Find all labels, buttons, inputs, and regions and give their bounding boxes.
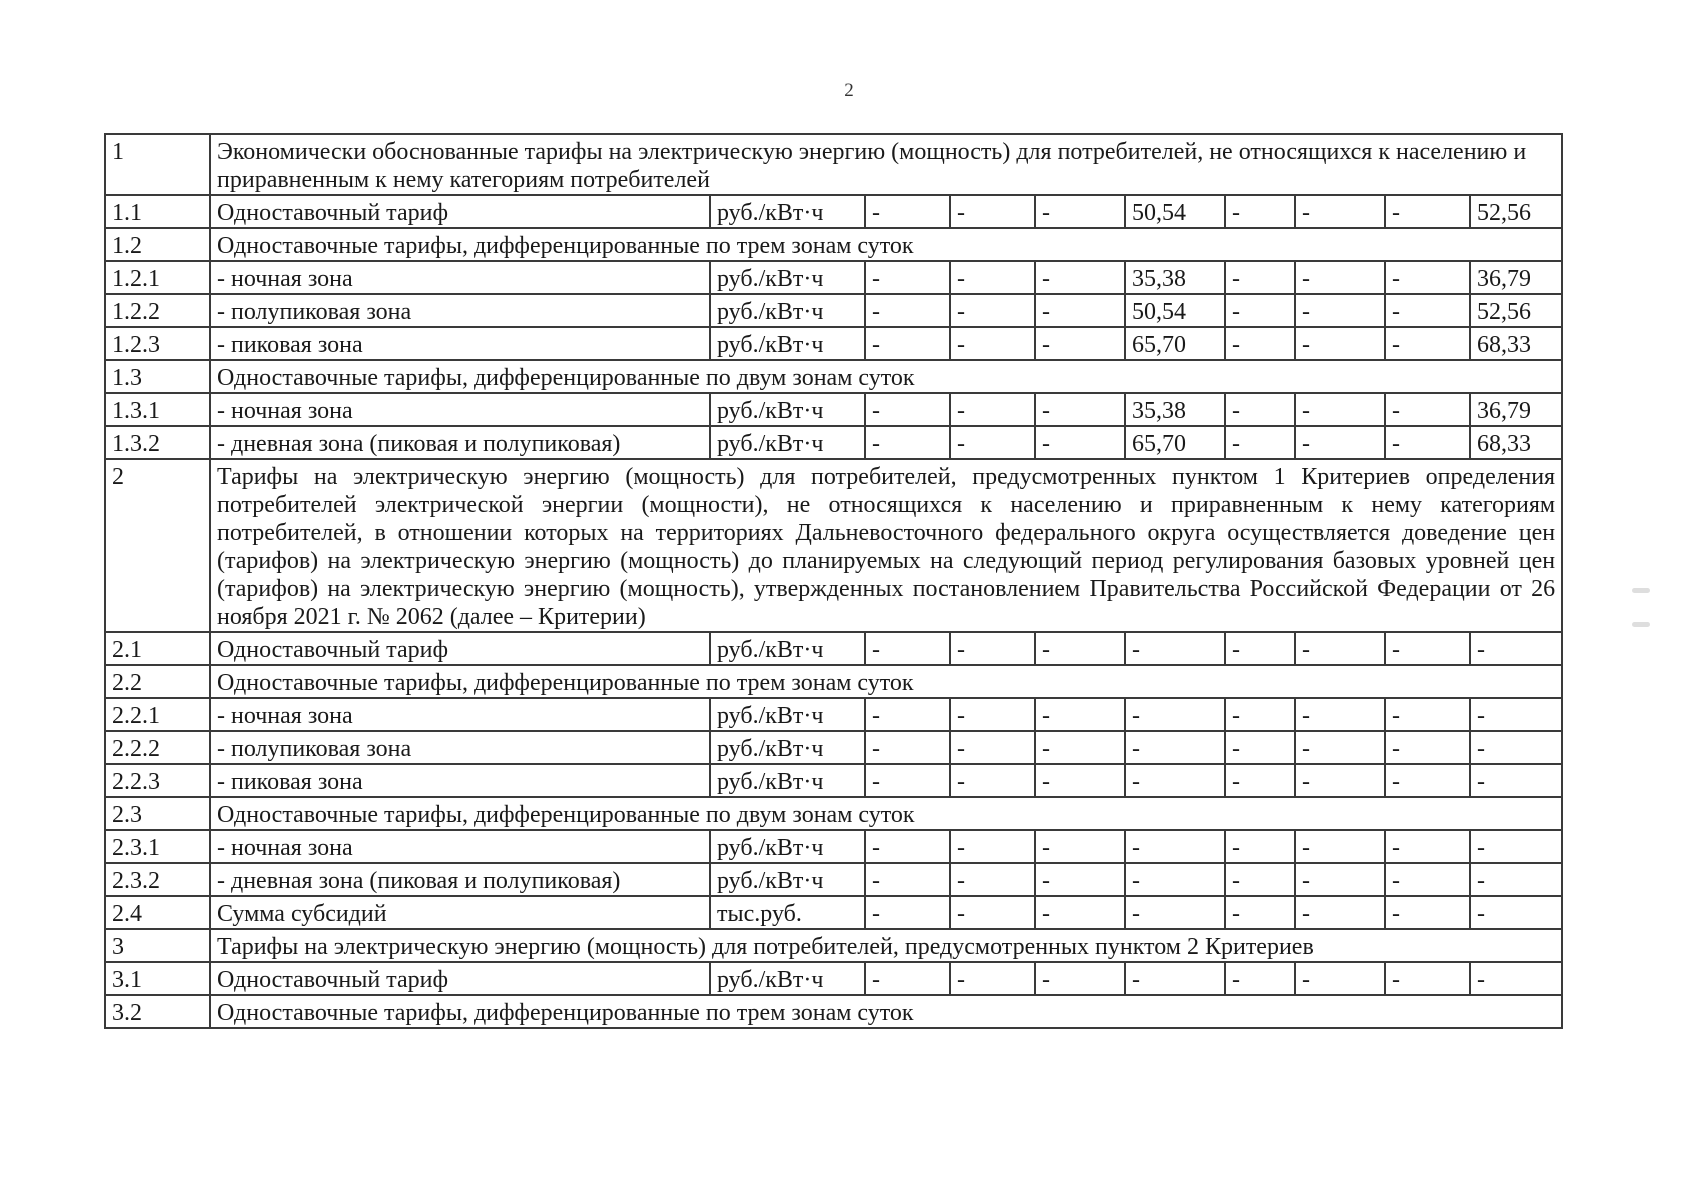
row-number: 2.2.3 <box>105 764 210 797</box>
value-cell: - <box>1385 863 1470 896</box>
value-cell: - <box>1125 632 1225 665</box>
value-cell: 50,54 <box>1125 195 1225 228</box>
row-number: 2.3 <box>105 797 210 830</box>
value-cell: - <box>1295 731 1385 764</box>
value-cell: 35,38 <box>1125 393 1225 426</box>
value-cell: - <box>1385 632 1470 665</box>
section-heading: Одноставочные тарифы, дифференцированные по трем зонам суток <box>210 995 1562 1028</box>
row-number: 3 <box>105 929 210 962</box>
row-number: 2.2.2 <box>105 731 210 764</box>
value-cell: - <box>950 327 1035 360</box>
unit-cell: руб./кВт·ч <box>710 698 865 731</box>
value-cell: - <box>1035 764 1125 797</box>
page-number: 2 <box>844 80 854 101</box>
value-cell: - <box>1125 896 1225 929</box>
value-cell: 52,56 <box>1470 294 1562 327</box>
value-cell: - <box>865 261 950 294</box>
row-number: 1.2.2 <box>105 294 210 327</box>
value-cell: - <box>865 195 950 228</box>
value-cell: - <box>1385 393 1470 426</box>
value-cell: - <box>865 632 950 665</box>
row-number: 1.3.2 <box>105 426 210 459</box>
section-heading: Одноставочные тарифы, дифференцированные по двум зонам суток <box>210 797 1562 830</box>
value-cell: - <box>1225 896 1295 929</box>
value-cell: - <box>865 830 950 863</box>
value-cell: 65,70 <box>1125 426 1225 459</box>
unit-cell: руб./кВт·ч <box>710 731 865 764</box>
tariff-name: - полупиковая зона <box>210 294 710 327</box>
value-cell: - <box>1295 393 1385 426</box>
value-cell: 68,33 <box>1470 426 1562 459</box>
value-cell: - <box>950 426 1035 459</box>
value-cell: - <box>865 731 950 764</box>
scan-smudge <box>1632 622 1650 627</box>
value-cell: - <box>865 698 950 731</box>
row-number: 2.3.2 <box>105 863 210 896</box>
value-cell: - <box>1470 764 1562 797</box>
value-cell: - <box>1385 731 1470 764</box>
unit-cell: руб./кВт·ч <box>710 830 865 863</box>
table-row <box>105 134 1562 195</box>
unit-cell: руб./кВт·ч <box>710 863 865 896</box>
tariff-name: - пиковая зона <box>210 327 710 360</box>
table-row <box>105 632 1562 665</box>
unit-cell: руб./кВт·ч <box>710 261 865 294</box>
tariff-name: Одноставочный тариф <box>210 962 710 995</box>
row-number: 2.4 <box>105 896 210 929</box>
row-number: 2 <box>105 459 210 632</box>
value-cell: - <box>950 896 1035 929</box>
value-cell: - <box>950 393 1035 426</box>
value-cell: - <box>1225 393 1295 426</box>
value-cell: - <box>1295 896 1385 929</box>
value-cell: - <box>1225 632 1295 665</box>
row-number: 2.2 <box>105 665 210 698</box>
value-cell: - <box>1035 327 1125 360</box>
value-cell: - <box>950 632 1035 665</box>
section-heading: Одноставочные тарифы, дифференцированные по трем зонам суток <box>210 665 1562 698</box>
value-cell: - <box>1470 863 1562 896</box>
value-cell: - <box>1035 294 1125 327</box>
row-number: 1.2 <box>105 228 210 261</box>
value-cell: - <box>1225 731 1295 764</box>
unit-cell: руб./кВт·ч <box>710 195 865 228</box>
row-number: 1.2.3 <box>105 327 210 360</box>
value-cell: - <box>1225 195 1295 228</box>
value-cell: - <box>950 731 1035 764</box>
table-row <box>105 929 1562 962</box>
value-cell: - <box>1470 698 1562 731</box>
tariff-name: - полупиковая зона <box>210 731 710 764</box>
tariff-name: Одноставочный тариф <box>210 195 710 228</box>
value-cell: - <box>1125 962 1225 995</box>
value-cell: - <box>1470 830 1562 863</box>
unit-cell: руб./кВт·ч <box>710 962 865 995</box>
value-cell: 36,79 <box>1470 261 1562 294</box>
table-row <box>105 195 1562 228</box>
table-row <box>105 228 1562 261</box>
value-cell: - <box>865 764 950 797</box>
value-cell: - <box>1295 294 1385 327</box>
tariff-table <box>104 133 1563 1029</box>
value-cell: - <box>1225 294 1295 327</box>
value-cell: - <box>1035 426 1125 459</box>
table-row <box>105 764 1562 797</box>
table-row <box>105 261 1562 294</box>
row-number: 3.2 <box>105 995 210 1028</box>
row-number: 1.2.1 <box>105 261 210 294</box>
table-row <box>105 797 1562 830</box>
value-cell: - <box>1225 327 1295 360</box>
unit-cell: руб./кВт·ч <box>710 294 865 327</box>
value-cell: 50,54 <box>1125 294 1225 327</box>
unit-cell: тыс.руб. <box>710 896 865 929</box>
value-cell: - <box>1035 962 1125 995</box>
value-cell: - <box>950 698 1035 731</box>
value-cell: - <box>1295 830 1385 863</box>
value-cell: - <box>1035 393 1125 426</box>
unit-cell: руб./кВт·ч <box>710 327 865 360</box>
value-cell: - <box>1295 261 1385 294</box>
value-cell: - <box>865 327 950 360</box>
table-row <box>105 830 1562 863</box>
row-number: 1 <box>105 134 210 195</box>
value-cell: - <box>865 393 950 426</box>
table-row <box>105 360 1562 393</box>
section-heading: Тарифы на электрическую энергию (мощность) для потребителей, предусмотренных пунктом 1 Критериев определения потребителей электрической энергии (мощности), не относящихся к населению и приравненным к нему категориям потребителей, в отношении которых на территориях Дальневосточного федерального округа осуществляется доведение цен (тарифов) на электрическую энергию (мощность) до планируемых на следующий период регулирования базовых уровней цен (тарифов) на электрическую энергию (мощность), утвержденных постановлением Правительства Российской Федерации от 26 ноября 2021 г. № 2062 (далее – Критерии) <box>210 459 1562 632</box>
table-row <box>105 962 1562 995</box>
unit-cell: руб./кВт·ч <box>710 393 865 426</box>
row-number: 1.3.1 <box>105 393 210 426</box>
value-cell: - <box>865 426 950 459</box>
row-number: 2.3.1 <box>105 830 210 863</box>
value-cell: - <box>1035 195 1125 228</box>
value-cell: - <box>1125 731 1225 764</box>
tariff-name: - ночная зона <box>210 698 710 731</box>
table-row <box>105 698 1562 731</box>
table-row <box>105 863 1562 896</box>
value-cell: - <box>1295 962 1385 995</box>
table-row <box>105 665 1562 698</box>
value-cell: - <box>1035 698 1125 731</box>
section-heading: Тарифы на электрическую энергию (мощность) для потребителей, предусмотренных пунктом 2 Критериев <box>210 929 1562 962</box>
value-cell: - <box>950 863 1035 896</box>
value-cell: 68,33 <box>1470 327 1562 360</box>
table-row <box>105 459 1562 632</box>
table-row <box>105 896 1562 929</box>
value-cell: 35,38 <box>1125 261 1225 294</box>
value-cell: - <box>1295 327 1385 360</box>
value-cell: - <box>1385 327 1470 360</box>
value-cell: - <box>950 962 1035 995</box>
unit-cell: руб./кВт·ч <box>710 426 865 459</box>
tariff-name: - ночная зона <box>210 261 710 294</box>
value-cell: - <box>1225 830 1295 863</box>
table-row <box>105 327 1562 360</box>
value-cell: - <box>1125 764 1225 797</box>
value-cell: - <box>1295 764 1385 797</box>
value-cell: - <box>1385 698 1470 731</box>
value-cell: - <box>1385 195 1470 228</box>
tariff-name: Сумма субсидий <box>210 896 710 929</box>
value-cell: - <box>865 962 950 995</box>
table-row <box>105 731 1562 764</box>
value-cell: - <box>1385 261 1470 294</box>
row-number: 2.1 <box>105 632 210 665</box>
value-cell: - <box>865 863 950 896</box>
tariff-name: - ночная зона <box>210 393 710 426</box>
value-cell: - <box>1225 698 1295 731</box>
value-cell: - <box>1035 830 1125 863</box>
value-cell: 36,79 <box>1470 393 1562 426</box>
value-cell: - <box>1125 698 1225 731</box>
tariff-name: - дневная зона (пиковая и полупиковая) <box>210 863 710 896</box>
tariff-name: - дневная зона (пиковая и полупиковая) <box>210 426 710 459</box>
value-cell: - <box>1385 962 1470 995</box>
value-cell: - <box>1385 294 1470 327</box>
table-row <box>105 426 1562 459</box>
row-number: 3.1 <box>105 962 210 995</box>
row-number: 1.1 <box>105 195 210 228</box>
section-heading: Одноставочные тарифы, дифференцированные по трем зонам суток <box>210 228 1562 261</box>
value-cell: - <box>1125 863 1225 896</box>
value-cell: - <box>950 261 1035 294</box>
unit-cell: руб./кВт·ч <box>710 632 865 665</box>
scan-smudge <box>1632 588 1650 593</box>
table-row <box>105 294 1562 327</box>
value-cell: - <box>1470 896 1562 929</box>
value-cell: - <box>1225 863 1295 896</box>
value-cell: - <box>1385 830 1470 863</box>
tariff-table-body <box>105 134 1562 1028</box>
tariff-name: Одноставочный тариф <box>210 632 710 665</box>
row-number: 1.3 <box>105 360 210 393</box>
value-cell: - <box>950 830 1035 863</box>
value-cell: - <box>1225 962 1295 995</box>
section-heading: Одноставочные тарифы, дифференцированные по двум зонам суток <box>210 360 1562 393</box>
value-cell: - <box>1225 764 1295 797</box>
value-cell: - <box>1125 830 1225 863</box>
value-cell: - <box>1385 426 1470 459</box>
value-cell: - <box>1295 426 1385 459</box>
tariff-name: - пиковая зона <box>210 764 710 797</box>
value-cell: 65,70 <box>1125 327 1225 360</box>
value-cell: - <box>1225 261 1295 294</box>
value-cell: - <box>950 764 1035 797</box>
value-cell: - <box>950 294 1035 327</box>
value-cell: - <box>1225 426 1295 459</box>
value-cell: 52,56 <box>1470 195 1562 228</box>
section-heading: Экономически обоснованные тарифы на электрическую энергию (мощность) для потребителей, не относящихся к населению и приравненным к нему категориям потребителей <box>210 134 1562 195</box>
value-cell: - <box>1035 863 1125 896</box>
value-cell: - <box>1035 731 1125 764</box>
value-cell: - <box>1470 632 1562 665</box>
value-cell: - <box>1295 698 1385 731</box>
value-cell: - <box>865 896 950 929</box>
value-cell: - <box>1035 261 1125 294</box>
value-cell: - <box>865 294 950 327</box>
table-row <box>105 995 1562 1028</box>
value-cell: - <box>1295 195 1385 228</box>
value-cell: - <box>1385 896 1470 929</box>
value-cell: - <box>1295 632 1385 665</box>
value-cell: - <box>950 195 1035 228</box>
value-cell: - <box>1035 896 1125 929</box>
value-cell: - <box>1295 863 1385 896</box>
unit-cell: руб./кВт·ч <box>710 764 865 797</box>
value-cell: - <box>1035 632 1125 665</box>
row-number: 2.2.1 <box>105 698 210 731</box>
table-row <box>105 393 1562 426</box>
value-cell: - <box>1470 731 1562 764</box>
tariff-name: - ночная зона <box>210 830 710 863</box>
value-cell: - <box>1470 962 1562 995</box>
value-cell: - <box>1385 764 1470 797</box>
